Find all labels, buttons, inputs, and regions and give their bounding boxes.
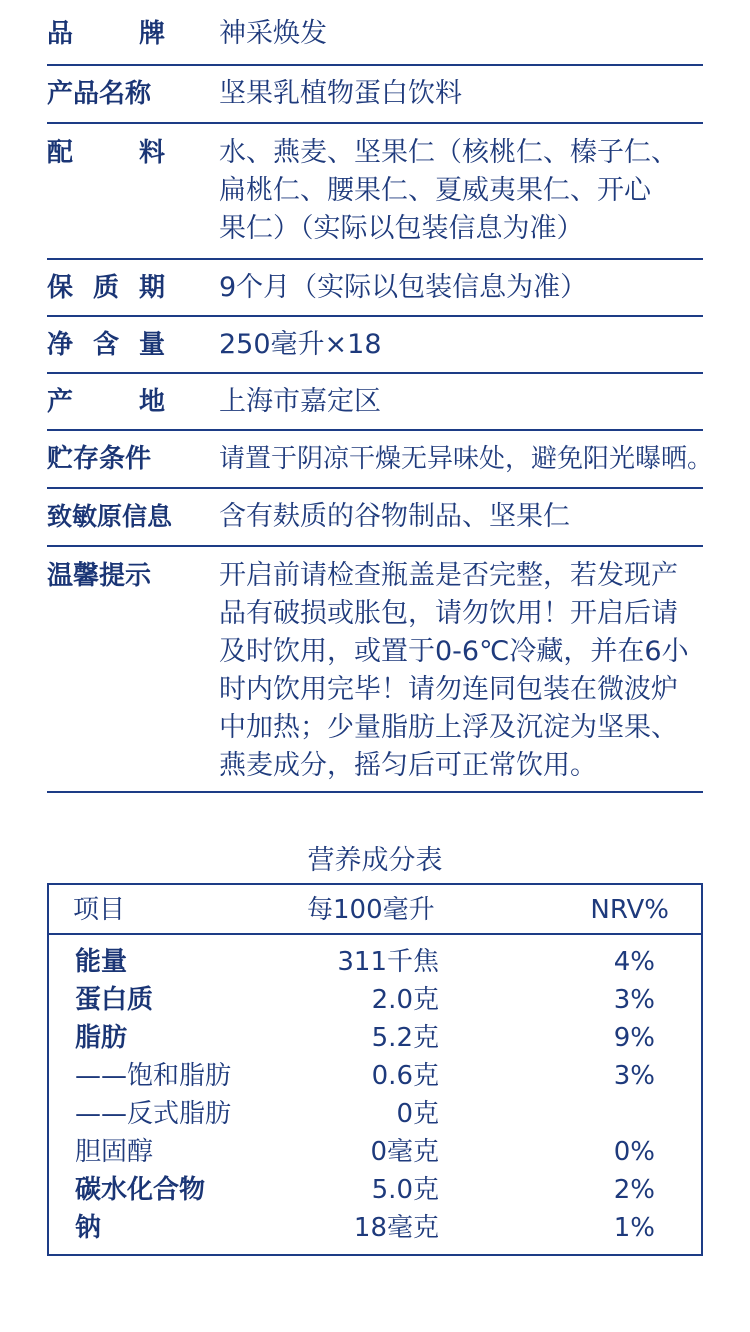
- nutrition-title: 营养成分表: [307, 845, 443, 876]
- spec-value-line: 品有破损或胀包，请勿饮用！开启后请: [219, 598, 678, 629]
- nutrition-table: [47, 883, 703, 1256]
- spec-row-allergen: [47, 489, 703, 547]
- spec-row-shelf-life: [47, 260, 703, 317]
- spec-value: [219, 15, 703, 64]
- header-item: 项目: [73, 895, 126, 925]
- spec-value: [219, 557, 703, 791]
- spec-row-product-name: [47, 66, 703, 124]
- spec-value-line: 开启前请检查瓶盖是否完整，若发现产: [219, 560, 678, 591]
- nutrient-nrv: 4%: [613, 947, 655, 977]
- spec-value-line: 坚果乳植物蛋白饮料: [219, 78, 462, 109]
- spec-label: 贮存条件: [47, 444, 152, 474]
- spec-label: [47, 383, 219, 429]
- nutrient-nrv: 1%: [613, 1213, 655, 1243]
- header-nrv: NRV%: [590, 895, 669, 925]
- nutrient-name: ——饱和脂肪: [75, 1061, 232, 1091]
- nutrient-nrv: 9%: [613, 1023, 655, 1053]
- nutrient-amount: 311千焦: [337, 947, 439, 977]
- spec-value: [219, 498, 703, 545]
- spec-label: [47, 326, 219, 372]
- spec-value-line: 燕麦成分，摇匀后可正常饮用。: [219, 750, 597, 781]
- spec-value: [219, 383, 703, 429]
- nutrient-name: 脂肪: [75, 1023, 128, 1053]
- header-per-100ml: 每100毫升: [307, 895, 435, 925]
- spec-value-line: 中加热；少量脂肪上浮及沉淀为坚果、: [219, 712, 678, 743]
- nutrient-amount: 0毫克: [370, 1137, 439, 1167]
- nutrition-row: [49, 1095, 701, 1133]
- product-spec-table: [47, 0, 714, 793]
- spec-value-line: 时内饮用完毕！请勿连同包装在微波炉: [219, 674, 678, 705]
- spec-label-text: 配 料: [47, 138, 165, 168]
- nutrition-row: [49, 1019, 701, 1057]
- spec-value: [219, 326, 703, 372]
- nutrient-name: 蛋白质: [75, 985, 154, 1015]
- spec-value: [219, 440, 713, 487]
- spec-row-net-content: [47, 317, 703, 374]
- spec-value-line: 扁桃仁、腰果仁、夏威夷果仁、开心: [219, 175, 651, 206]
- spec-label-text: 净 含 量: [47, 330, 165, 360]
- nutrition-body: [49, 935, 701, 1247]
- spec-row-tips: [47, 547, 703, 793]
- spec-value-line: 上海市嘉定区: [219, 386, 381, 417]
- spec-label: 致敏原信息: [47, 502, 173, 531]
- spec-label-text: 产 地: [47, 387, 165, 417]
- spec-value: [219, 269, 703, 315]
- nutrient-amount: 0克: [396, 1099, 439, 1129]
- spec-label: 温馨提示: [47, 561, 152, 591]
- spec-value-line: 含有麸质的谷物制品、坚果仁: [219, 501, 570, 532]
- spec-row-origin: [47, 374, 703, 431]
- spec-row-storage: [47, 431, 714, 489]
- nutrient-amount: 18毫克: [353, 1213, 439, 1243]
- spec-label: [47, 269, 219, 315]
- spec-value-line: 250毫升×18: [219, 329, 382, 360]
- nutrition-row: [49, 1171, 701, 1209]
- nutrient-nrv: 2%: [613, 1175, 655, 1205]
- nutrition-row: [49, 1209, 701, 1247]
- nutrient-nrv: 3%: [613, 985, 655, 1015]
- spec-value: [219, 134, 703, 258]
- nutrition-header: [49, 885, 701, 935]
- nutrient-amount: 5.0克: [371, 1175, 439, 1205]
- nutrient-nrv: 0%: [613, 1137, 655, 1167]
- spec-label: [47, 15, 219, 64]
- spec-value-line: 请置于阴凉干燥无异味处，避免阳光曝晒。: [219, 444, 714, 474]
- nutrition-row: [49, 943, 701, 981]
- nutrient-amount: 5.2克: [371, 1023, 439, 1053]
- nutrient-nrv: 3%: [613, 1061, 655, 1091]
- nutrient-amount: 2.0克: [371, 985, 439, 1015]
- spec-value-line: 神采焕发: [219, 18, 327, 49]
- nutrient-name: ——反式脂肪: [75, 1099, 232, 1129]
- nutrition-row: [49, 1133, 701, 1171]
- spec-row-ingredients: [47, 124, 703, 260]
- spec-value: [219, 75, 703, 122]
- spec-value-line: 9个月（实际以包装信息为准）: [219, 272, 588, 303]
- spec-value-line: 水、燕麦、坚果仁（核桃仁、榛子仁、: [219, 137, 678, 168]
- nutrient-name: 胆固醇: [75, 1137, 154, 1167]
- spec-value-line: 果仁）（实际以包装信息为准）: [219, 213, 584, 244]
- spec-label-text: 保 质 期: [47, 273, 165, 303]
- spec-row-brand: [47, 0, 703, 66]
- nutrient-amount: 0.6克: [371, 1061, 439, 1091]
- nutrition-row: [49, 981, 701, 1019]
- spec-label: 产品名称: [47, 79, 152, 109]
- spec-label: [47, 134, 219, 258]
- nutrient-name: 能量: [75, 947, 128, 977]
- nutrient-name: 钠: [75, 1213, 102, 1243]
- spec-value-line: 及时饮用，或置于0-6℃冷藏，并在6小: [219, 636, 689, 667]
- spec-label-text: 品 牌: [47, 19, 165, 49]
- nutrient-name: 碳水化合物: [75, 1175, 206, 1205]
- nutrition-row: [49, 1057, 701, 1095]
